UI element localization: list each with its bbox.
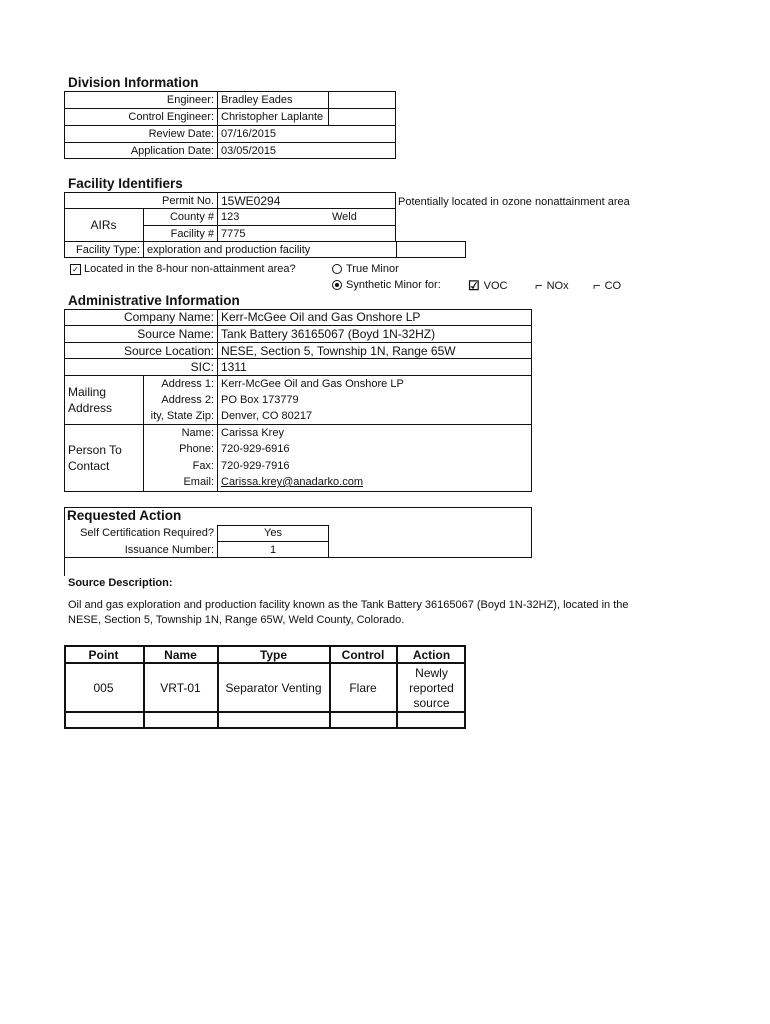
engineer-label: Engineer:: [166, 94, 214, 106]
airs-label: AIRs: [90, 218, 117, 232]
row-action-1: Newly: [415, 666, 448, 680]
company-value: Kerr-McGee Oil and Gas Onshore LP: [221, 310, 421, 324]
issuance-value: 1: [269, 544, 277, 556]
address2-value: PO Box 173779: [221, 394, 299, 406]
name-value: Carissa Krey: [221, 427, 284, 439]
control-engineer-value: Christopher Laplante: [221, 111, 324, 123]
engineer-value: Bradley Eades: [221, 94, 293, 106]
synthetic-minor-label: Synthetic Minor for:: [346, 279, 441, 291]
facility-num-value: 7775: [221, 228, 246, 240]
control-engineer-label: Control Engineer:: [128, 111, 214, 123]
unchecked-icon: ⌐: [593, 278, 601, 293]
true-minor-radio[interactable]: [332, 263, 399, 275]
division-heading: Division Information: [68, 75, 199, 90]
source-label: Source Name:: [137, 327, 214, 341]
sic-value: 1311: [221, 360, 247, 374]
permit-value: 15WE0294: [221, 194, 281, 208]
nox-checkbox[interactable]: [535, 278, 569, 293]
radio-on-icon: [332, 280, 342, 290]
contact-label-1: Person To: [68, 443, 122, 457]
requested-heading: Requested Action: [67, 508, 182, 523]
county-name: Weld: [332, 211, 357, 223]
radio-off-icon: [332, 264, 342, 274]
address2-label: Address 2:: [161, 394, 214, 406]
application-date-value: 03/05/2015: [221, 145, 277, 157]
county-value: 123: [221, 211, 240, 223]
application-date-label: Application Date:: [130, 145, 214, 157]
fax-label: Fax:: [192, 460, 214, 472]
company-label: Company Name:: [123, 310, 214, 324]
co-label: CO: [604, 279, 622, 292]
col-control-header: Control: [341, 648, 385, 662]
col-name-header: Name: [164, 648, 197, 662]
nonattainment-checkbox[interactable]: [70, 263, 296, 275]
facility-num-label: Facility #: [170, 228, 214, 240]
name-label: Name:: [181, 427, 214, 439]
review-date-value: 07/16/2015: [221, 128, 277, 140]
source-desc-line-1: Oil and gas exploration and production facility known as the Tank Battery 36165067 (Boyd 1N-32HZ), located in the: [68, 599, 629, 611]
unchecked-icon: ⌐: [535, 278, 543, 293]
sic-label: SIC:: [190, 360, 214, 374]
true-minor-label: True Minor: [346, 263, 399, 275]
row-type: Separator Venting: [225, 681, 322, 695]
row-action-3: source: [413, 696, 450, 710]
ozone-note: Potentially located in ozone nonattainment area: [398, 196, 630, 208]
county-label: County #: [169, 211, 214, 223]
address1-label: Address 1:: [161, 378, 214, 390]
facility-type-value: exploration and production facility: [147, 244, 311, 256]
phone-value: 720-929-6916: [221, 443, 290, 455]
voc-label: VOC: [483, 280, 508, 292]
facility-type-label: Facility Type:: [76, 244, 140, 256]
contact-label-2: Contact: [68, 459, 110, 473]
nonattainment-label: Located in the 8-hour non-attainment area?: [84, 263, 296, 275]
checked-icon: ☑: [468, 278, 480, 293]
col-type-header: Type: [259, 648, 288, 662]
self-cert-value: Yes: [264, 527, 282, 539]
col-action-header: Action: [412, 648, 451, 662]
source-desc-line-2: NESE, Section 5, Township 1N, Range 65W, Weld County, Colorado.: [68, 614, 405, 626]
voc-checkbox[interactable]: [468, 278, 508, 294]
address1-value: Kerr-McGee Oil and Gas Onshore LP: [221, 378, 404, 390]
synthetic-minor-radio[interactable]: [332, 279, 441, 291]
self-cert-label: Self Certification Required?: [80, 527, 214, 539]
review-date-label: Review Date:: [148, 128, 214, 140]
source-value: Tank Battery 36165067 (Boyd 1N-32HZ): [221, 327, 436, 341]
location-value: NESE, Section 5, Township 1N, Range 65W: [221, 344, 456, 358]
location-label: Source Location:: [123, 344, 214, 358]
admin-heading: Administrative Information: [68, 293, 240, 308]
mailing-label-1: Mailing: [68, 385, 107, 399]
mailing-label-2: Address: [68, 401, 113, 415]
row-action-2: reported: [409, 681, 454, 695]
fax-value: 720-929-7916: [221, 460, 290, 472]
col-point-header: Point: [88, 648, 119, 662]
email-link[interactable]: Carissa.krey@anadarko.com: [221, 476, 363, 488]
phone-label: Phone:: [179, 443, 214, 455]
permit-label: Permit No.: [162, 195, 214, 207]
row-control: Flare: [349, 681, 377, 695]
co-checkbox[interactable]: [593, 278, 621, 293]
row-point: 005: [93, 681, 114, 695]
issuance-label: Issuance Number:: [124, 544, 214, 556]
nox-label: NOx: [546, 279, 569, 292]
source-desc-heading: Source Description:: [68, 577, 173, 589]
row-name: VRT-01: [160, 681, 201, 695]
checkmark-icon: ✓: [70, 264, 81, 275]
email-label: Email:: [183, 476, 214, 488]
facility-heading: Facility Identifiers: [68, 176, 183, 191]
city-label: ity, State Zip:: [150, 410, 214, 422]
city-value: Denver, CO 80217: [221, 410, 313, 422]
